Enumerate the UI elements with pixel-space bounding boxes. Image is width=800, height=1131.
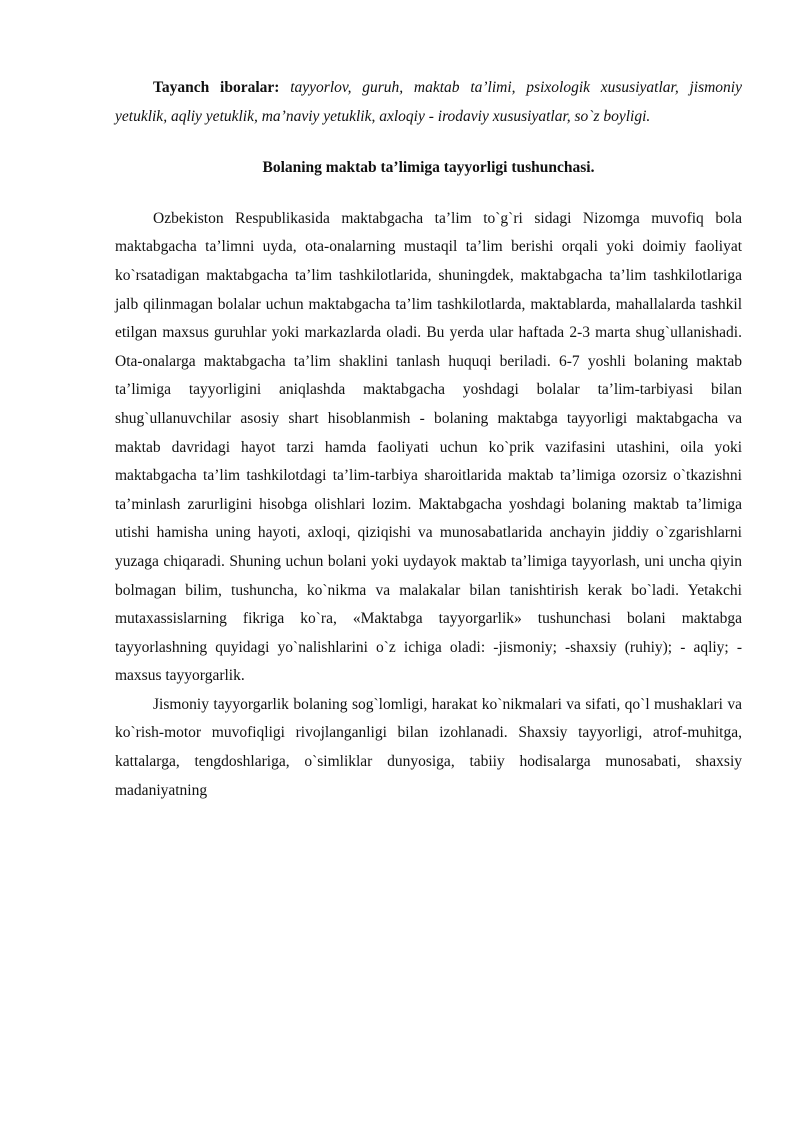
body-paragraph-1: Ozbekiston Respublikasida maktabgacha ta’lim to`g`ri sidagi Nizomga muvofiq bola maktabgacha ta’limni uyda, ota-onalarning mustaqil ta’lim berishi orqali yoki doimiy faoliyat ko`rsatadigan maktabgacha ta’lim tashkilotlarida, shuningdek, maktabgacha ta’lim tashkilotlariga jalb qilinmagan bolalar uchun maktabgacha ta’lim tashkilotlarda, maktablarda, mahallalarda tashkil etilgan maxsus guruhlar yoki markazlarda oladi. Bu yerda ular haftada 2-3 marta shug`ullanishadi. Ota-onalarga maktabgacha ta’lim shaklini tanlash huquqi beriladi. 6-7 yoshli bolaning maktab ta’limiga tayyorligini aniqlashda maktabgacha yoshdagi bolalar ta’lim-tarbiyasi bilan shug`ullanuvchilar asosiy shart hisoblanmish - bolaning maktabga tayyorligi maktabgacha va maktab davridagi hayot tarzi hamda faoliyati uchun ko`prik vazifasini utashini, oila yoki maktabgacha ta’lim tashkilotdagi ta’lim-tarbiya sharoitlarida maktab ta’limiga ozorsiz o`tkazishni ta’minlash zarurligini hisobga olishlari lozim. Maktabgacha yoshdagi bolaning maktab ta’limiga utishi hamisha uning hayoti, axloqi, qiziqishi va munosabatlarida anchayin jiddiy o`zgarishlarni yuzaga chiqaradi. Shuning uchun bolani yoki uydayok maktab ta’limiga tayyorlash, uni uncha qiyin bolmagan bilim, tushuncha, ko`nikma va malakalar bilan tanishtirish kerak bo`ladi. Yetakchi mutaxassislarning fikriga ko`ra, «Maktabga tayyorgarlik» tushunchasi bolani maktabga tayyorlashning quyidagi yo`nalishlarini o`z ichiga oladi: -jismoniy; -shaxsiy (ruhiy); - aqliy; -maxsus tayyorgarlik.	[115, 209, 742, 685]
keywords-label: Tayanch iboralar:	[153, 79, 280, 96]
section-title: Bolaning maktab ta’limiga tayyorligi tushunchasi.	[262, 159, 595, 177]
document-page	[115, 74, 742, 805]
body-paragraph-2: Jismoniy tayyorgarlik bolaning sog`lomligi, harakat ko`nikmalari va sifati, qo`l mushaklari va ko`rish-motor muvofiqligi rivojlanganligi bilan izohlanadi. Shaxsiy tayyorligi, atrof-muhitga, kattalarga, tengdoshlariga, o`simliklar dunyosiga, tabiiy hodisalarga munosabati, shaxsiy madaniyatning	[115, 695, 742, 799]
keywords-list: tayyorlov, guruh, maktab ta’limi, psixologik xususiyatlar, jismoniy yetuklik, aqliy yetuklik, ma’naviy yetuklik, axloqiy - irodaviy xususiyatlar, so`z boyligi.	[115, 79, 742, 125]
keywords-paragraph	[115, 74, 742, 131]
